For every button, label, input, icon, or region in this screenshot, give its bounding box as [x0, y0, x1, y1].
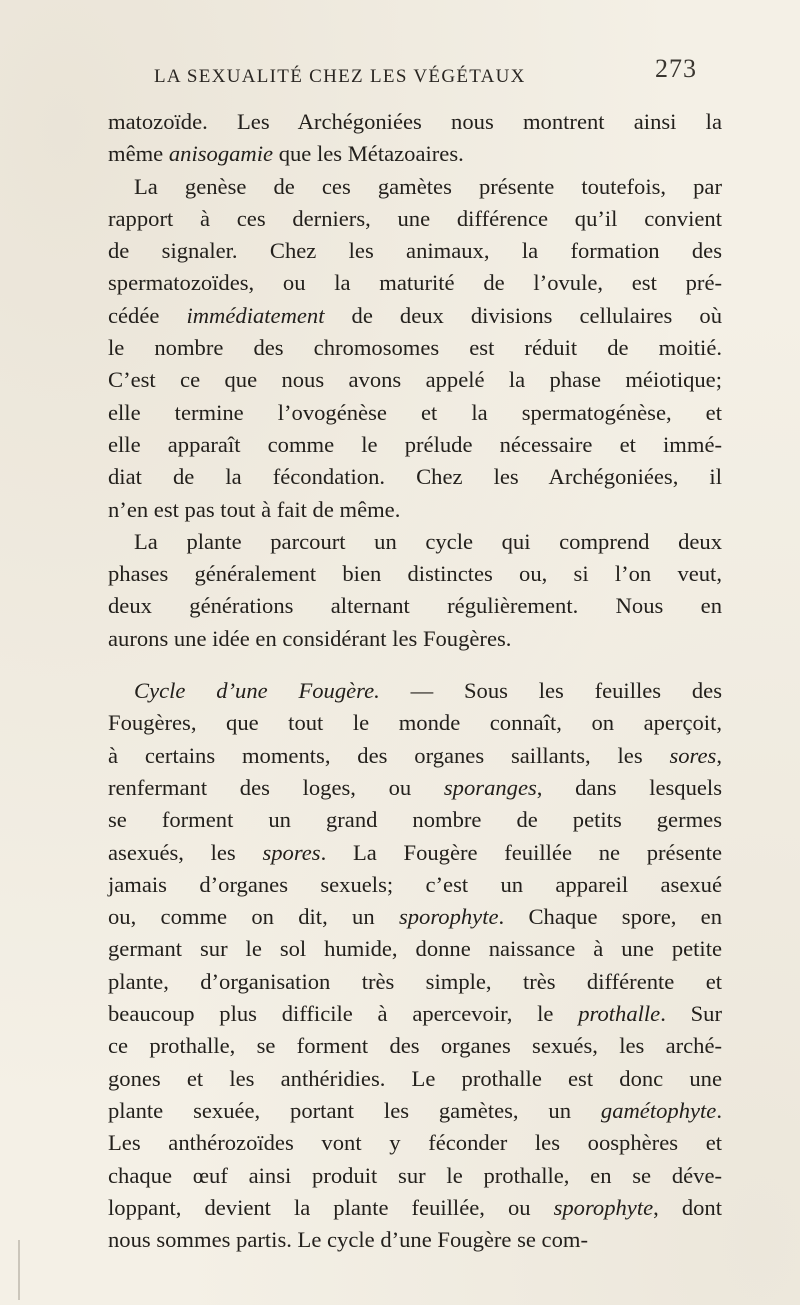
text-line — [108, 675, 722, 707]
text-run: C’est ce que nous avons appelé la phase méiotique; — [108, 367, 722, 393]
body-text — [108, 106, 722, 1256]
text-run: à certains moments, des organes saillants, les — [108, 742, 670, 768]
text-line — [108, 933, 722, 965]
text-run: , dans lesquels — [536, 774, 722, 800]
text-run: renfermant des loges, ou — [108, 774, 444, 800]
text-run: elle apparaît comme le prélude nécessaire et immé- — [108, 431, 722, 457]
text-line — [108, 837, 722, 869]
page-number: 273 — [655, 54, 697, 83]
text-line — [108, 966, 722, 998]
text-line — [108, 901, 722, 933]
text-line — [108, 1160, 722, 1192]
text-line — [108, 998, 722, 1030]
italic-term: sporanges — [443, 774, 537, 800]
text-line — [108, 332, 722, 364]
text-run: jamais d’organes sexuels; c’est un appareil asexué — [108, 871, 722, 897]
italic-term: immédiatement — [186, 302, 325, 328]
text-line — [108, 138, 722, 170]
text-run: même — [108, 141, 169, 167]
text-run: loppant, devient la plante feuillée, ou — [108, 1194, 554, 1220]
text-run: rapport à ces derniers, une différence qu’il convient — [108, 205, 722, 231]
text-run: . Sur — [660, 1001, 722, 1027]
text-run: elle termine l’ovogénèse et la spermatogénèse, et — [108, 399, 722, 425]
text-line — [108, 804, 722, 836]
text-run: — Sous les feuilles des — [379, 678, 722, 704]
text-run: spermatozoïdes, ou la maturité de l’ovule, est pré- — [108, 270, 722, 296]
text-run: phases généralement bien distinctes ou, si l’on veut, — [108, 561, 722, 587]
text-line — [108, 558, 722, 590]
text-run: , dont — [653, 1194, 722, 1220]
text-line — [108, 1224, 722, 1256]
text-line — [108, 526, 722, 558]
text-line — [108, 267, 722, 299]
text-run: ce prothalle, se forment des organes sexués, les arché- — [108, 1033, 722, 1059]
text-line — [108, 203, 722, 235]
text-run: germant sur le sol humide, donne naissance à une petite — [108, 936, 722, 962]
text-run: Les anthérozoïdes vont y féconder les oosphères et — [108, 1130, 722, 1156]
text-run: de signaler. Chez les animaux, la formation des — [108, 238, 722, 264]
text-line — [108, 1192, 722, 1224]
text-run: La genèse de ces gamètes présente toutefois, par — [134, 173, 722, 199]
text-run: cédée — [108, 302, 187, 328]
italic-term: sores — [669, 742, 717, 768]
text-run: nous sommes partis. Le cycle d’une Fougère se com- — [108, 1227, 588, 1253]
paragraph — [108, 526, 722, 655]
italic-term: sporophyte — [398, 904, 499, 930]
text-run: de deux divisions cellulaires où — [324, 302, 722, 328]
italic-term: sporophyte — [553, 1194, 654, 1220]
text-line — [108, 869, 722, 901]
italic-term: prothalle — [578, 1001, 661, 1027]
text-run: aurons une idée en considérant les Fougères. — [108, 625, 512, 651]
text-run: gones et les anthéridies. Le prothalle est donc une — [108, 1065, 722, 1091]
text-run: le nombre des chromosomes est réduit de moitié. — [108, 335, 722, 361]
text-run: deux générations alternant régulièrement. Nous en — [108, 593, 722, 619]
text-run: ou, comme on dit, un — [108, 904, 399, 930]
text-line — [108, 590, 722, 622]
text-line — [108, 171, 722, 203]
text-run: asexués, les — [108, 839, 263, 865]
italic-term: spores — [262, 839, 321, 865]
running-head: LA SEXUALITÉ CHEZ LES VÉGÉTAUX — [154, 66, 526, 87]
text-run: se forment un grand nombre de petits germes — [108, 807, 722, 833]
text-line — [108, 623, 722, 655]
text-line — [108, 1127, 722, 1159]
text-run: . Chaque spore, en — [498, 904, 722, 930]
text-line — [108, 740, 722, 772]
paragraph — [108, 171, 722, 526]
text-run: , — [716, 742, 722, 768]
text-run: . La Fougère feuillée ne présente — [320, 839, 723, 865]
text-line — [108, 106, 722, 138]
text-run: chaque œuf ainsi produit sur le prothalle, en se déve- — [108, 1162, 722, 1188]
paragraph — [108, 675, 722, 1256]
italic-term: gamétophyte — [600, 1097, 717, 1123]
page-edge-mark — [18, 1240, 20, 1300]
text-line — [108, 235, 722, 267]
text-line — [108, 772, 722, 804]
text-line — [108, 1030, 722, 1062]
text-run: . — [716, 1097, 722, 1123]
text-run: plante sexuée, portant les gamètes, un — [108, 1097, 601, 1123]
text-line — [108, 300, 722, 332]
text-run: diat de la fécondation. Chez les Archégoniées, il — [108, 464, 722, 490]
italic-term: Cycle d’une Fougère. — [134, 678, 380, 704]
text-run: beaucoup plus difficile à apercevoir, le — [108, 1001, 579, 1027]
text-run: matozoïde. Les Archégoniées nous montrent ainsi la — [108, 109, 722, 134]
text-line — [108, 461, 722, 493]
text-line — [108, 1095, 722, 1127]
text-line — [108, 1063, 722, 1095]
paragraph — [108, 106, 722, 171]
text-line — [108, 397, 722, 429]
text-run: La plante parcourt un cycle qui comprend deux — [134, 528, 722, 554]
text-run: que les Métazoaires. — [273, 141, 464, 167]
text-line — [108, 707, 722, 739]
section-gap — [108, 655, 722, 675]
italic-term: anisogamie — [168, 141, 274, 167]
text-run: n’en est pas tout à fait de même. — [108, 496, 401, 522]
text-line — [108, 494, 722, 526]
text-line — [108, 429, 722, 461]
text-line — [108, 364, 722, 396]
text-run: Fougères, que tout le monde connaît, on aperçoit, — [108, 710, 722, 736]
text-run: plante, d’organisation très simple, très différente et — [108, 968, 722, 994]
